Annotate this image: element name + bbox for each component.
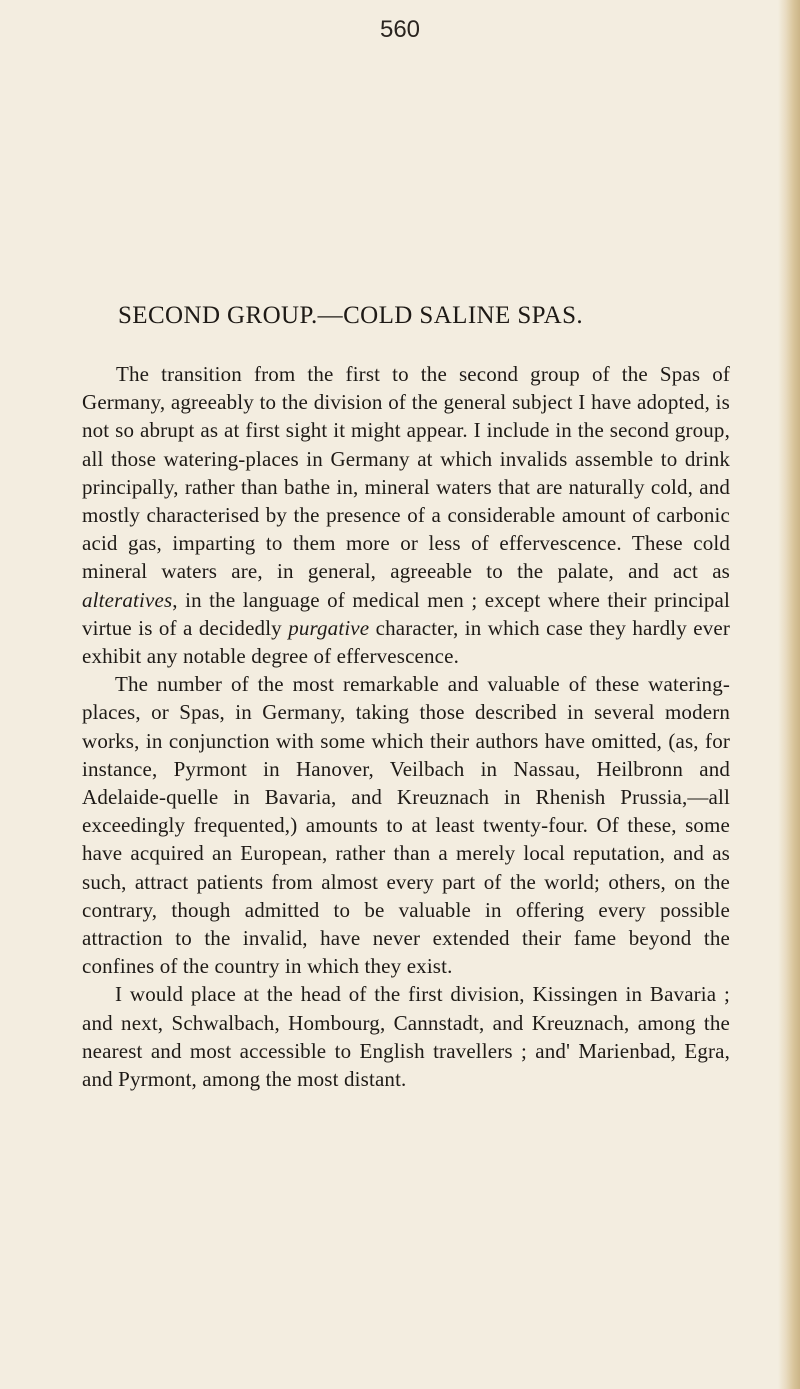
section-heading: SECOND GROUP.—COLD SALINE SPAS.: [118, 302, 584, 329]
paragraph-2: The number of the most remarkable and valuable of these watering-places, or Spas, in Germany, taking those described in several modern works, in conjunction with some which their authors have omitted, (as, for instance, Pyrmont in Hanover, Veilbach in Nassau, Heilbronn and Adelaide-quelle in Bavaria, and Kreuznach in Rhenish Prussia,—all exceedingly frequented,) amounts to at least twenty-four. Of these, some have acquired an European, rather than a merely local reputation, and as such, attract patients from almost every part of the world; others, on the contrary, though admitted to be valuable in offering every possible attraction to the invalid, have never extended their fame beyond the confines of the country in which they exist.: [82, 672, 730, 979]
page-edge: [778, 0, 800, 1389]
paragraph-1-text-c: character, in which case they hardly ever exhibit any notable degree of effervescence.: [82, 615, 730, 669]
paragraph-3: I would place at the head of the first division, Kissingen in Bavaria ; and next, Schwalbach, Hombourg, Cannstadt, and Kreuznach, among the nearest and most accessible to English travellers ; and' Marienbad, Egra, and Pyrmont, among the most distant.: [82, 982, 730, 1092]
body-text: [82, 360, 730, 1093]
paragraph-1-text-b: , in the language of medical men ; except where their principal virtue is of a decidedly: [82, 587, 730, 640]
page-number: 560: [379, 16, 421, 43]
paragraph-1-text-a: The transition from the first to the second group of the Spas of Germany, agreeably to the division of the general subject I have adopted, is not so abrupt as at first sight it might appear. I include in the second group, all those watering-places in Germany at which invalids assemble to drink principally, rather than bathe in, mineral waters that are naturally cold, and mostly characterised by the presence of a considerable amount of carbonic acid gas, imparting to them more or less of effervescence. These cold mineral waters are, in general, agreeable to the palate, and act as: [82, 362, 730, 584]
italic-purgative: purgative: [288, 615, 370, 640]
italic-alteratives: alteratives: [82, 587, 173, 612]
paragraph-1: [82, 360, 730, 670]
